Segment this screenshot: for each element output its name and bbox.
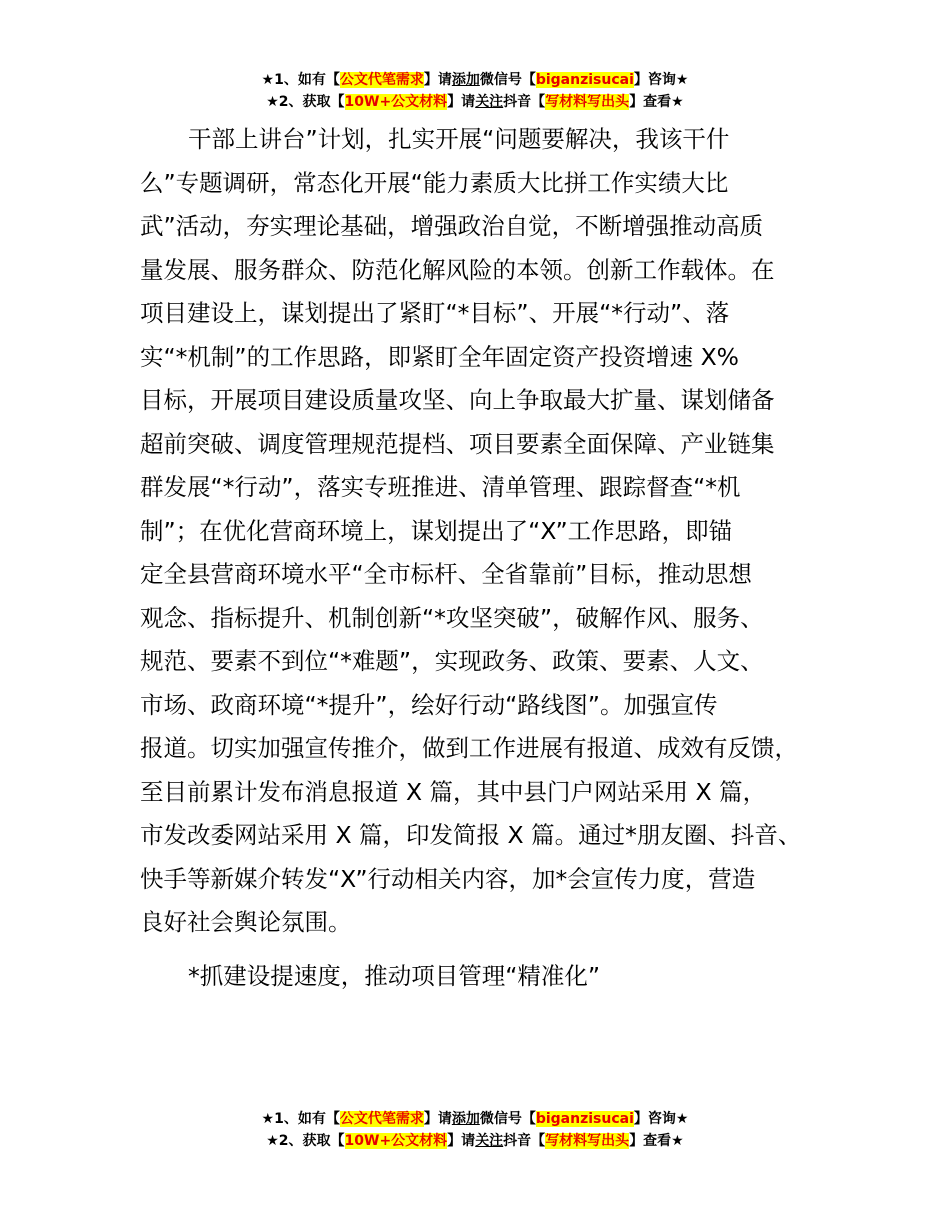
banner-text: 】咨询★ [633,72,689,88]
highlight-wechat-id: biganzisucai [535,1111,634,1127]
body-line: 实“*机制”的工作思路，即紧盯全年固定资产投资增速 X% [140,342,739,371]
body-line: 市发改委网站采用 X 篇，印发简报 X 篇。通过*朋友圈、抖音、 [140,821,802,849]
banner-line-1 [0,1108,950,1130]
body-line: 定全县营商环境水平“全市标杆、全省靠前”目标，推动思想 [140,560,752,588]
body-line: 群发展“*行动”，落实专班推进、清单管理、跟踪督查“*机 [140,473,741,501]
highlight-service: 公文代笔需求 [339,72,424,88]
body-line: 市场、政商环境“*提升”，绘好行动“路线图”。加强宣传 [140,690,718,719]
banner-text: 】请 [447,1133,476,1149]
banner-text: 】请 [423,1111,452,1127]
body-line: 制”；在优化营商环境上，谋划提出了“X”工作思路，即锚 [140,516,733,545]
highlight-douyin: 写材料写出头 [545,94,630,110]
banner-text: ★1、如有【 [261,72,340,88]
banner-text: 】请 [423,72,452,88]
highlight-douyin: 写材料写出头 [545,1133,630,1149]
body-line: 项目建设上，谋划提出了紧盯“*目标”、开展“*行动”、落 [140,299,730,327]
banner-text: 抖音【 [503,1133,546,1149]
banner-text: 】查看★ [629,94,684,110]
banner-text: 】请 [447,94,476,110]
banner-underline: 关注 [475,1133,504,1149]
highlight-materials: 10W+公文材料 [344,1133,448,1149]
header-banner [0,69,950,113]
banner-underline: 关注 [475,94,504,110]
body-line: 快手等新媒介转发“X”行动相关内容，加*会宣传力度，营造 [140,864,756,893]
body-line: 报道。切实加强宣传推介，做到工作进展有报道、成效有反馈， [140,734,798,762]
body-line: 武”活动，夯实理论基础，增强政治自觉，不断增强推动高质 [140,212,764,240]
body-line: 至目前累计发布消息报道 X 篇，其中县门户网站采用 X 篇， [140,777,767,806]
body-line: 干部上讲台”计划，扎实开展“问题要解决，我该干什 [188,125,730,153]
footer-banner [0,1108,950,1152]
banner-text: 微信号【 [479,1111,536,1127]
banner-line-2 [0,91,950,113]
banner-text: ★2、获取【 [266,94,345,110]
banner-line-1 [0,69,950,91]
body-line: 规范、要素不到位“*难题”，实现政务、政策、要素、人文、 [140,647,764,675]
body-paragraph [140,118,830,945]
highlight-service: 公文代笔需求 [339,1111,424,1127]
banner-line-2 [0,1130,950,1152]
banner-underline: 添加 [451,1111,480,1127]
body-line: 超前突破、调度管理规范提档、项目要素全面保障、产业链集 [140,429,775,458]
highlight-wechat-id: biganzisucai [535,72,634,88]
body-line: 目标，开展项目建设质量攻坚、向上争取最大扩量、谋划储备 [140,386,775,414]
banner-text: ★2、获取【 [266,1133,345,1149]
banner-underline: 添加 [451,72,480,88]
banner-text: 】查看★ [629,1133,684,1149]
banner-text: 抖音【 [503,94,546,110]
highlight-materials: 10W+公文材料 [344,94,448,110]
document-body [140,118,830,945]
body-line: 量发展、服务群众、防范化解风险的本领。创新工作载体。在 [140,255,775,284]
section-heading: *抓建设提速度，推动项目管理“精准化” [188,962,601,990]
body-line: 么”专题调研，常态化开展“能力素质大比拼工作实绩大比 [140,168,729,197]
banner-text: 】咨询★ [633,1111,689,1127]
body-line: 良好社会舆论氛围。 [140,908,352,936]
body-line: 观念、指标提升、机制创新“*攻坚突破”，破解作风、服务、 [140,603,764,632]
banner-text: 微信号【 [479,72,536,88]
banner-text: ★1、如有【 [261,1111,340,1127]
